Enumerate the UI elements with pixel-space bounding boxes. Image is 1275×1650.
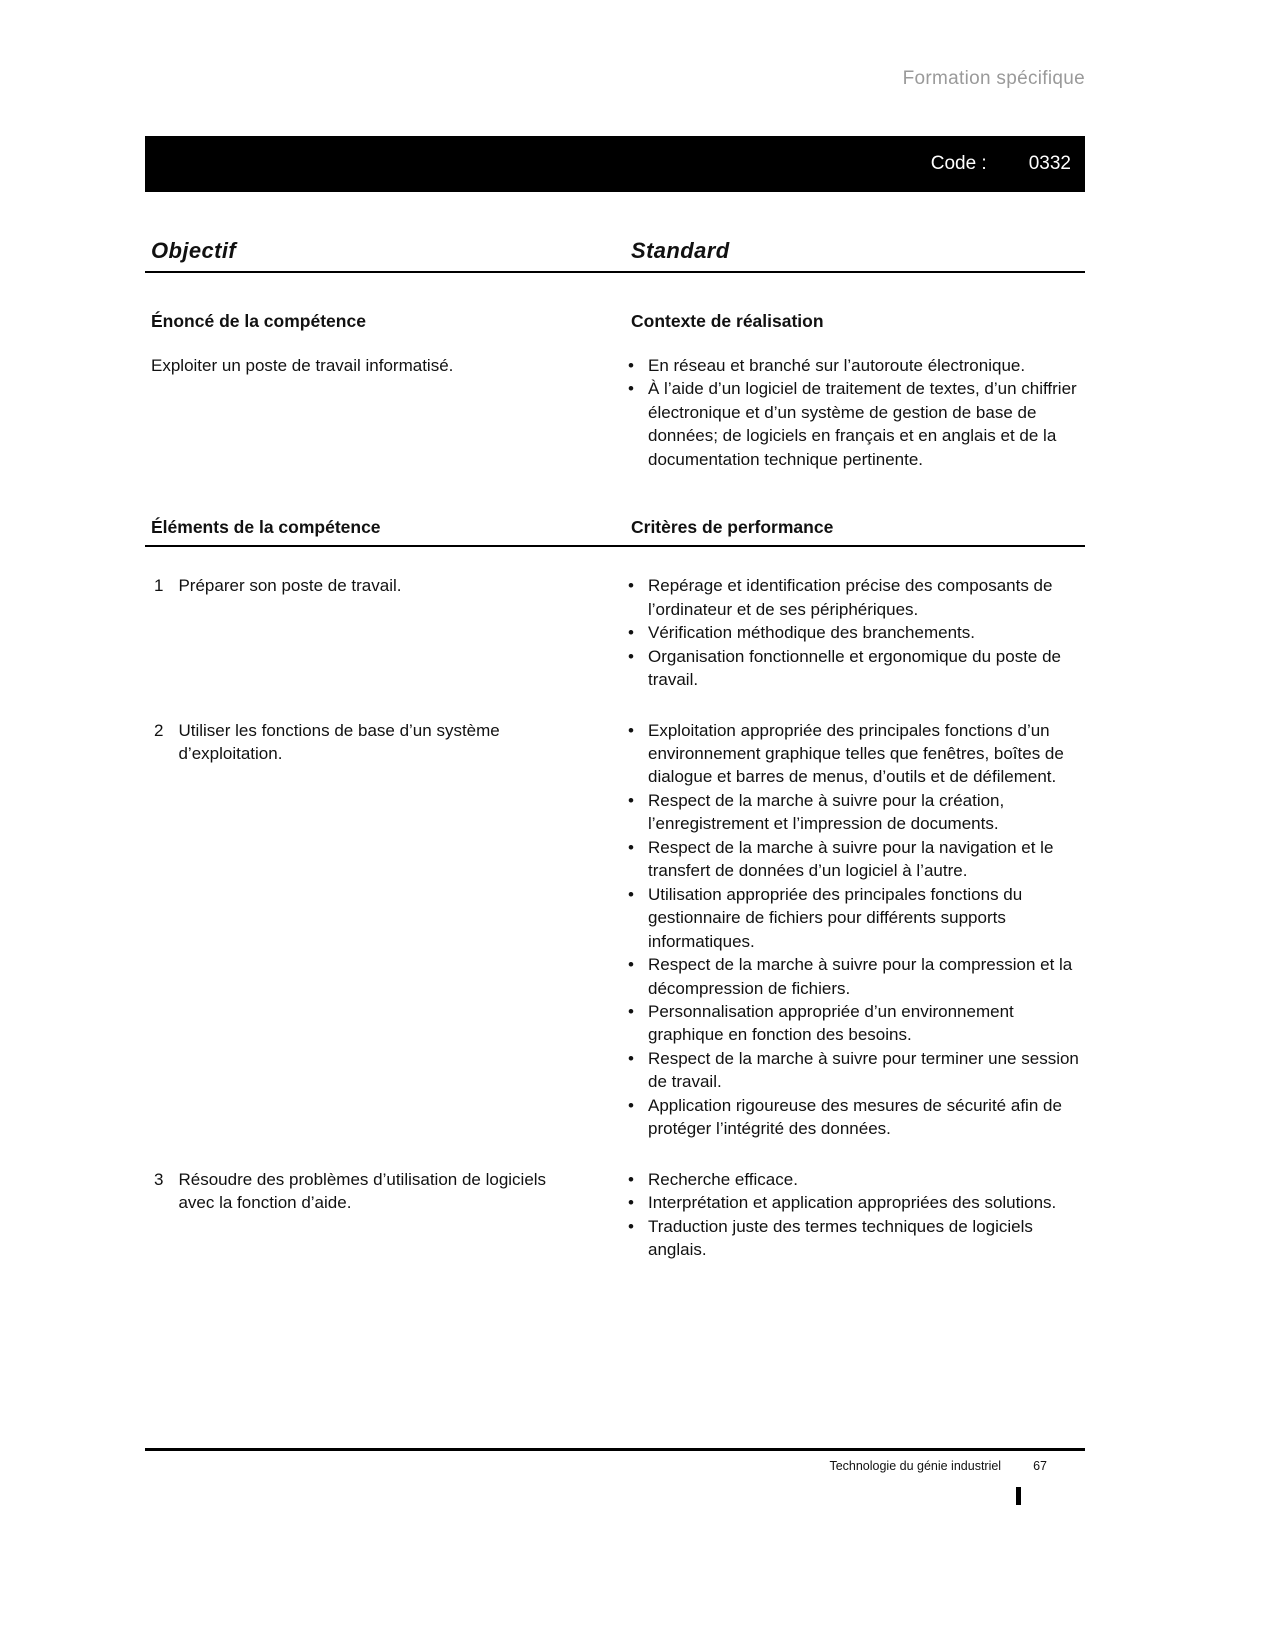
header-note: Formation spécifique — [902, 68, 1085, 89]
criterion-item: • Vérification méthodique des branchements. — [625, 621, 1085, 644]
criterion-item: • Respect de la marche à suivre pour terminer une session de travail. — [625, 1047, 1085, 1094]
criteria-list — [625, 1168, 1085, 1262]
elements-divider — [145, 545, 1085, 547]
criteres-heading: Critères de performance — [631, 517, 834, 538]
criterion-item: • Utilisation appropriée des principales fonctions du gestionnaire de fichiers pour différents supports informatiques. — [625, 883, 1085, 953]
footer-text-row — [145, 1459, 1085, 1473]
competence-content-row — [145, 332, 1085, 471]
element-number: 2 — [154, 720, 164, 740]
footer-label: Technologie du génie industriel — [829, 1459, 1002, 1473]
criterion-item: • Traduction juste des termes techniques de logiciels anglais. — [625, 1215, 1085, 1262]
page-footer — [145, 1448, 1085, 1473]
elements-headings-row — [145, 517, 1085, 538]
competence-statement: Exploiter un poste de travail informatisé. — [151, 356, 454, 375]
criterion-item: • Organisation fonctionnelle et ergonomique du poste de travail. — [625, 645, 1085, 692]
code-label: Code : — [930, 153, 987, 174]
element-item-1 — [145, 574, 1085, 691]
code-bar — [145, 136, 1085, 192]
footer-page-number: 67 — [1033, 1459, 1047, 1473]
elements-heading: Éléments de la compétence — [151, 517, 381, 538]
element-number: 3 — [154, 1169, 164, 1189]
criterion-item: • Interprétation et application appropriées des solutions. — [625, 1191, 1085, 1214]
contexte-heading: Contexte de réalisation — [631, 311, 824, 331]
criterion-item: • Application rigoureuse des mesures de sécurité afin de protéger l’intégrité des données. — [625, 1094, 1085, 1141]
element-text: Préparer son poste de travail. — [178, 576, 402, 596]
element-text-block — [145, 574, 625, 598]
element-text-block — [145, 1168, 625, 1216]
criterion-item: • Personnalisation appropriée d’un environnement graphique en fonction des besoins. — [625, 1000, 1085, 1047]
element-item-2 — [145, 719, 1085, 1141]
element-text-block — [145, 719, 625, 767]
enonce-heading: Énoncé de la compétence — [151, 311, 366, 331]
element-text: Résoudre des problèmes d’utilisation de logiciels avec la fonction d’aide. — [178, 1169, 547, 1213]
context-bullet: • En réseau et branché sur l’autoroute électronique. — [625, 354, 1085, 377]
element-item-3 — [145, 1168, 1085, 1262]
header-divider — [145, 271, 1085, 273]
column-headers — [145, 238, 1085, 264]
footer-divider — [145, 1448, 1085, 1451]
print-registration-mark — [1016, 1487, 1021, 1505]
element-number: 1 — [154, 576, 164, 596]
criterion-item: • Recherche efficace. — [625, 1168, 1085, 1191]
criterion-item: • Respect de la marche à suivre pour la création, l’enregistrement et l’impression de documents. — [625, 789, 1085, 836]
criteria-list — [625, 574, 1085, 691]
criteria-list — [625, 719, 1085, 1141]
column-header-standard: Standard — [631, 238, 730, 263]
competence-headings-row — [145, 311, 1085, 332]
criterion-item: • Respect de la marche à suivre pour la compression et la décompression de fichiers. — [625, 953, 1085, 1000]
criterion-item: • Respect de la marche à suivre pour la navigation et le transfert de données d’un logiciel à l’autre. — [625, 836, 1085, 883]
criterion-item: • Repérage et identification précise des composants de l’ordinateur et de ses périphériques. — [625, 574, 1085, 621]
code-value: 0332 — [1028, 153, 1071, 174]
context-bullet: • À l’aide d’un logiciel de traitement de textes, d’un chiffrier électronique et d’un système de gestion de base de données; de logiciels en français et en anglais et de la documentation technique pertinente. — [625, 377, 1085, 471]
criterion-item: • Exploitation appropriée des principales fonctions d’un environnement graphique telles que fenêtres, boîtes de dialogue et barres de menus, d’outils et de défilement. — [625, 719, 1085, 789]
element-text: Utiliser les fonctions de base d’un système d’exploitation. — [178, 720, 500, 764]
context-bullet-list — [625, 354, 1085, 471]
column-header-objectif: Objectif — [151, 238, 237, 263]
